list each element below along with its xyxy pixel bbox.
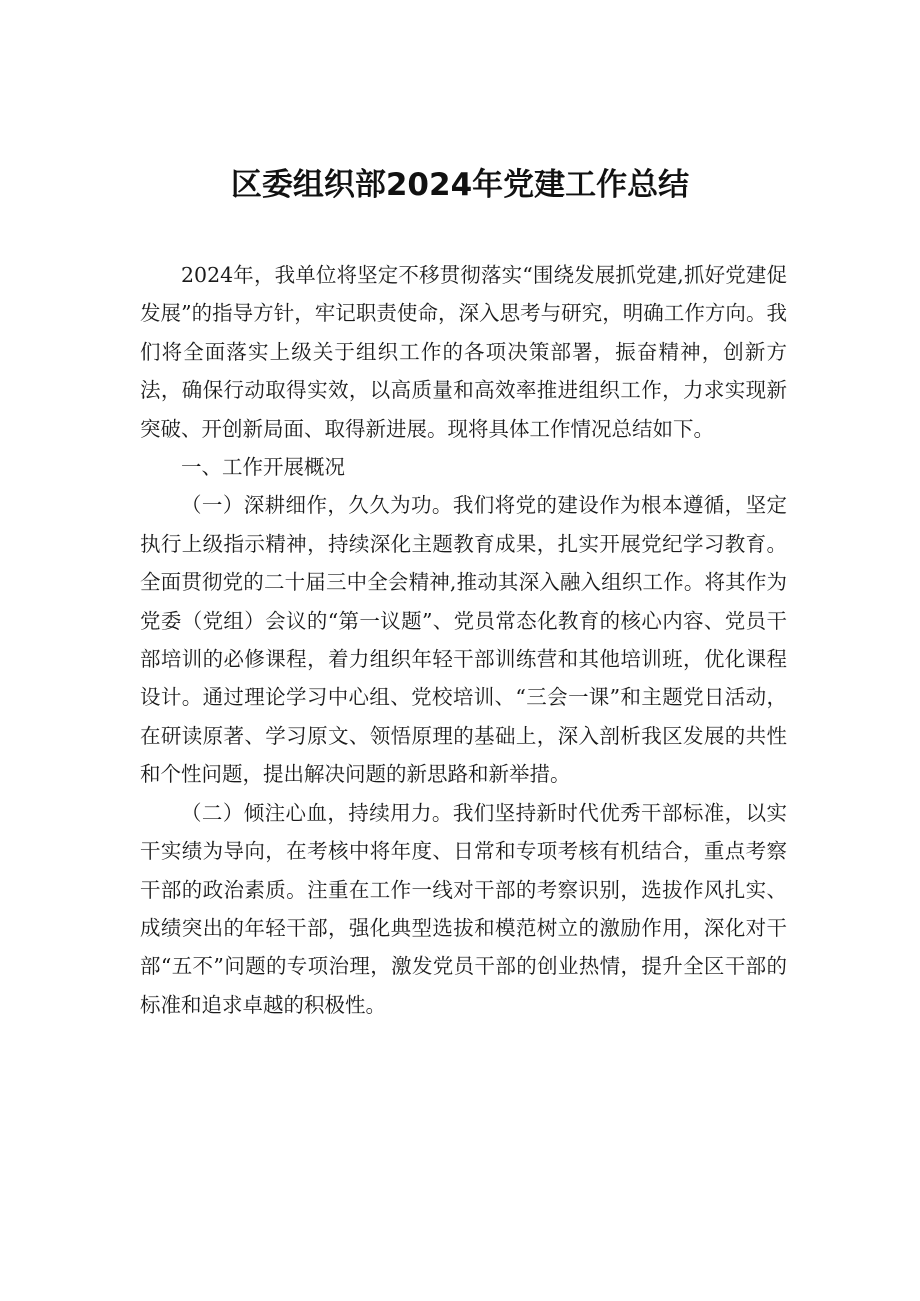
document-body bbox=[140, 256, 787, 1024]
paragraph-subsection-2: （二）倾注心血，持续用力。我们坚持新时代优秀干部标准，以实干实绩为导向，在考核中将年度、日常和专项考核有机结合，重点考察干部的政治素质。注重在工作一线对干部的考察识别，选拔作风扎实、成绩突出的年轻干部，强化典型选拔和模范树立的激励作用，深化对干部“五不”问题的专项治理，激发党员干部的创业热情，提升全区干部的标准和追求卓越的积极性。 bbox=[140, 800, 787, 1017]
document-title: 区委组织部2024年党建工作总结 bbox=[230, 167, 690, 203]
section-heading-overview: 一、工作开展概况 bbox=[181, 455, 345, 480]
paragraph-subsection-1: （一）深耕细作，久久为功。我们将党的建设作为根本遵循，坚定执行上级指示精神，持续深化主题教育成果，扎实开展党纪学习教育。全面贯彻党的二十届三中全会精神,推动其深入融入组织工作。将其作为党委（党组）会议的“第一议题”、党员常态化教育的核心内容、党员干部培训的必修课程，着力组织年轻干部训练营和其他培训班，优化课程设计。通过理论学习中心组、党校培训、“三会一课”和主题党日活动，在研读原著、学习原文、领悟原理的基础上，深入剖析我区发展的共性和个性问题，提出解决问题的新思路和新举措。 bbox=[140, 493, 787, 787]
paragraph-intro: 2024年，我单位将坚定不移贯彻落实“围绕发展抓党建,抓好党建促发展”的指导方针，牢记职责使命，深入思考与研究，明确工作方向。我们将全面落实上级关于组织工作的各项决策部署，振奋精神，创新方法，确保行动取得实效，以高质量和高效率推进组织工作，力求实现新突破、开创新局面、取得新进展。现将具体工作情况总结如下。 bbox=[140, 263, 787, 441]
